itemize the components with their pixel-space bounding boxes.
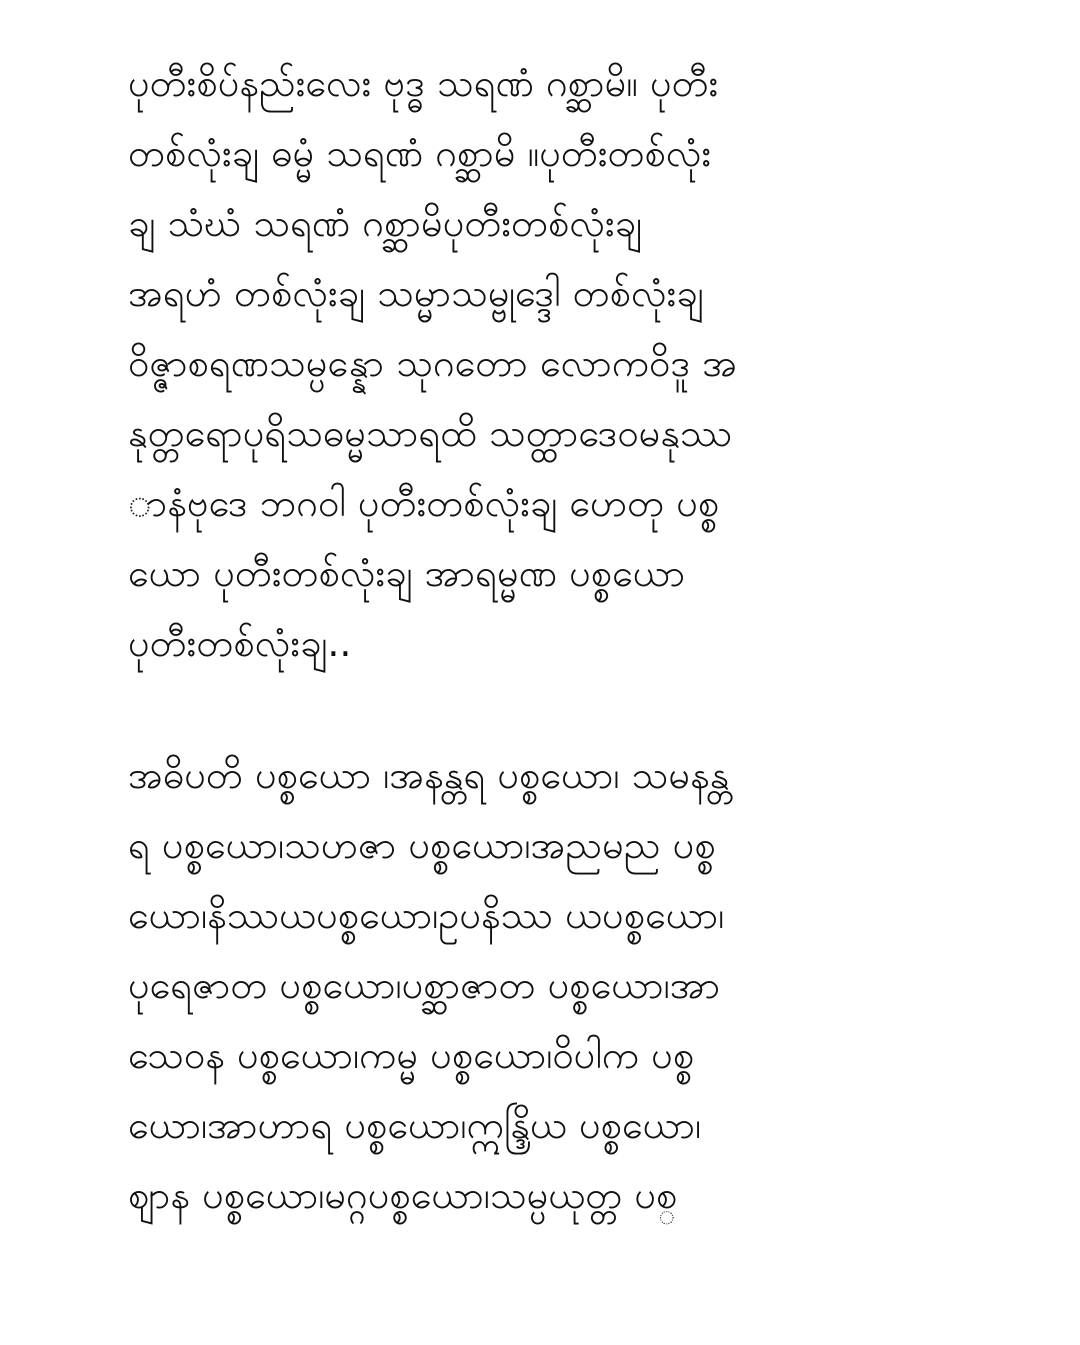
text-line: ချ သံဃံ သရဏံ ဂစ္ဆာမိပုတီးတစ်လုံးချ: [128, 201, 643, 245]
text-line: ရ ပစ္စယော၊သဟဇာ ပစ္စယော၊အညမည ပစ္စ: [128, 823, 716, 867]
text-line: ပုတီးတစ်လုံးချ..: [128, 621, 352, 665]
text-line: နုတ္တရောပုရိသဓမ္မသာရထိ သတ္ထာဒေဝမနုဿ: [128, 411, 733, 455]
text-line: သေဝန ပစ္စယော၊ကမ္မ ပစ္စယော၊ဝိပါက ပစ္စ: [128, 1033, 695, 1077]
text-line: တစ်လုံးချ ဓမ္မံ သရဏံ ဂစ္ဆာမိ ။ပုတီးတစ်လုံး: [128, 131, 712, 175]
text-line: ာနံဗုဒေ ဘဂဝါ ပုတီးတစ်လုံးချ ဟေတု ပစ္စ: [128, 481, 720, 525]
text-line: ယော၊အာဟာရ ပစ္စယော၊ဣန္ဒြိယ ပစ္စယော၊: [128, 1103, 702, 1147]
text-line: ယော၊နိဿယပစ္စယော၊ဥပနိဿ ယပစ္စယော၊: [128, 893, 725, 937]
text-line: ပုရေဇာတ ပစ္စယော၊ပစ္ဆာဇာတ ပစ္စယော၊အာ: [128, 963, 721, 1007]
paragraph-paccaya-list: [128, 740, 958, 1230]
text-line: ဈာန ပစ္စယော၊မဂ္ဂပစ္စယော၊သမ္ပယုတ္တ ပစ္: [128, 1173, 678, 1217]
text-line: ဝိဇ္ဇာစရဏသမ္ပန္နော သုဂတော လောကဝိဒူ အ: [128, 341, 738, 385]
paragraph-prayer-beads: [128, 48, 958, 678]
text-line: ပုတီးစိပ်နည်းလေး ဗုဒ္ဓ သရဏံ ဂစ္ဆာမိ။ ပုတီး: [128, 61, 719, 105]
text-line: အရဟံ တစ်လုံးချ သမ္မာသမ္ဗုဒ္ဒေါ တစ်လုံးချ: [128, 271, 704, 315]
text-line: အဓိပတိ ပစ္စယော ၊အနန္တရ ပစ္စယော၊ သမနန္တ: [128, 753, 730, 797]
text-line: ယော ပုတီးတစ်လုံးချ အာရမ္မဏ ပစ္စယော: [128, 551, 686, 595]
